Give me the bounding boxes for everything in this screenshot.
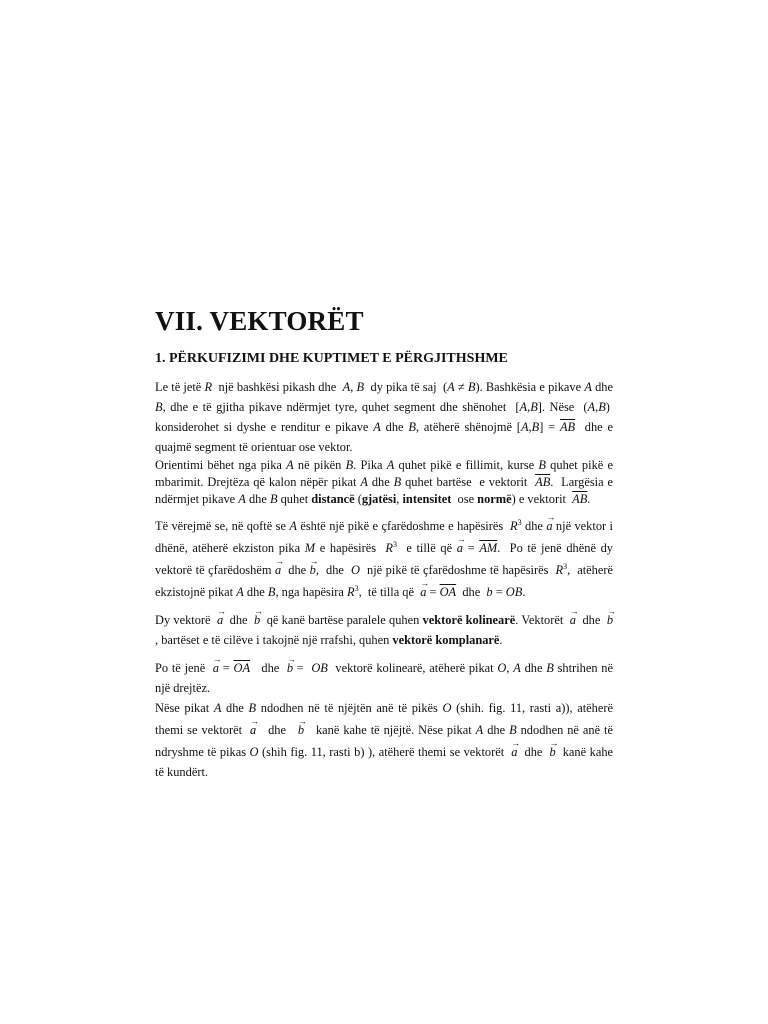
paragraph-existence: Të vërejmë se, në qoftë se A është një pikë e çfarëdoshme e hapësirës $R^3$ dhe → a një vektor i dhënë, atëherë ekziston pika M e hapësirës $R^3$ e tillë që → $a = \overline{AM}$. Po të jenë dhënë dy vektorë të çfarëdoshëm → a dhe → b, dhe O një pikë të çfarëdoshme të hapësirës $R^3$, atëherë ekzistojnë pikat A dhe B, nga hapësira $R^3$, të tilla që → $a = \overline{OA}$ dhe b = OB. (155, 514, 613, 602)
paragraph-direction: Nëse pikat A dhe B ndodhen në të njëjtën anë të pikës O (shih. fig. 11, rasti a)), atëherë themi se vektorët → a dhe → b kanë kahe të njëjtë. Nëse pikat A dhe B ndodhen në anë të ndryshme të pikas O (shih fig. 11, rasti b) ), atëherë themi se vektorët → a dhe → b kanë kahe të kundërt. (155, 698, 613, 782)
paragraph-collinear: Dy vektorë → a dhe → b që kanë bartëse paralele quhen vektorë kolinearë. Vektorët → a dhe → b, bartëset e të cilëve i takojnë një rrafshi, quhen vektorë komplanarë. (155, 608, 613, 650)
section-title: 1. PËRKUFIZIMI DHE KUPTIMET E PËRGJITHSHME (155, 351, 508, 366)
page-content (155, 306, 613, 782)
paragraph-definition: Le të jetë R një bashkësi pikash dhe A, B dy pika të saj (A ≠ B). Bashkësia e pikave A dhe B, dhe e të gjitha pikave ndërmjet tyre, quhet segment dhe shënohet [A,B]. Nëse (A,B) konsiderohet si dyshe e renditur e pikave A dhe B, atëherë shënojmë $[A,B] = \overline{AB}$ dhe e quajmë segment të orientuar ose vektor. (155, 380, 614, 454)
paragraph-line: Po të jenë → $a = \overline{OA}$ dhe → b = OB vektorë kolinearë, atëherë pikat O, A dhe B shtrihen në një drejtëz. (155, 656, 613, 698)
paragraph-orientation: Orientimi bëhet nga pika A në pikën B. Pika A quhet pikë e fillimit, kurse B quhet pikë e mbarimit. Drejtëza që kalon nëpër pikat A dhe B quhet bartëse e vektorit $\overline{AB}$. Largësia e ndërmjet pikave A dhe B quhet distancë (gjatësi, intensitet ose normë) e vektorit $\overline{AB}$. (155, 458, 613, 506)
chapter-title: VII. VEKTORËT (155, 306, 364, 336)
